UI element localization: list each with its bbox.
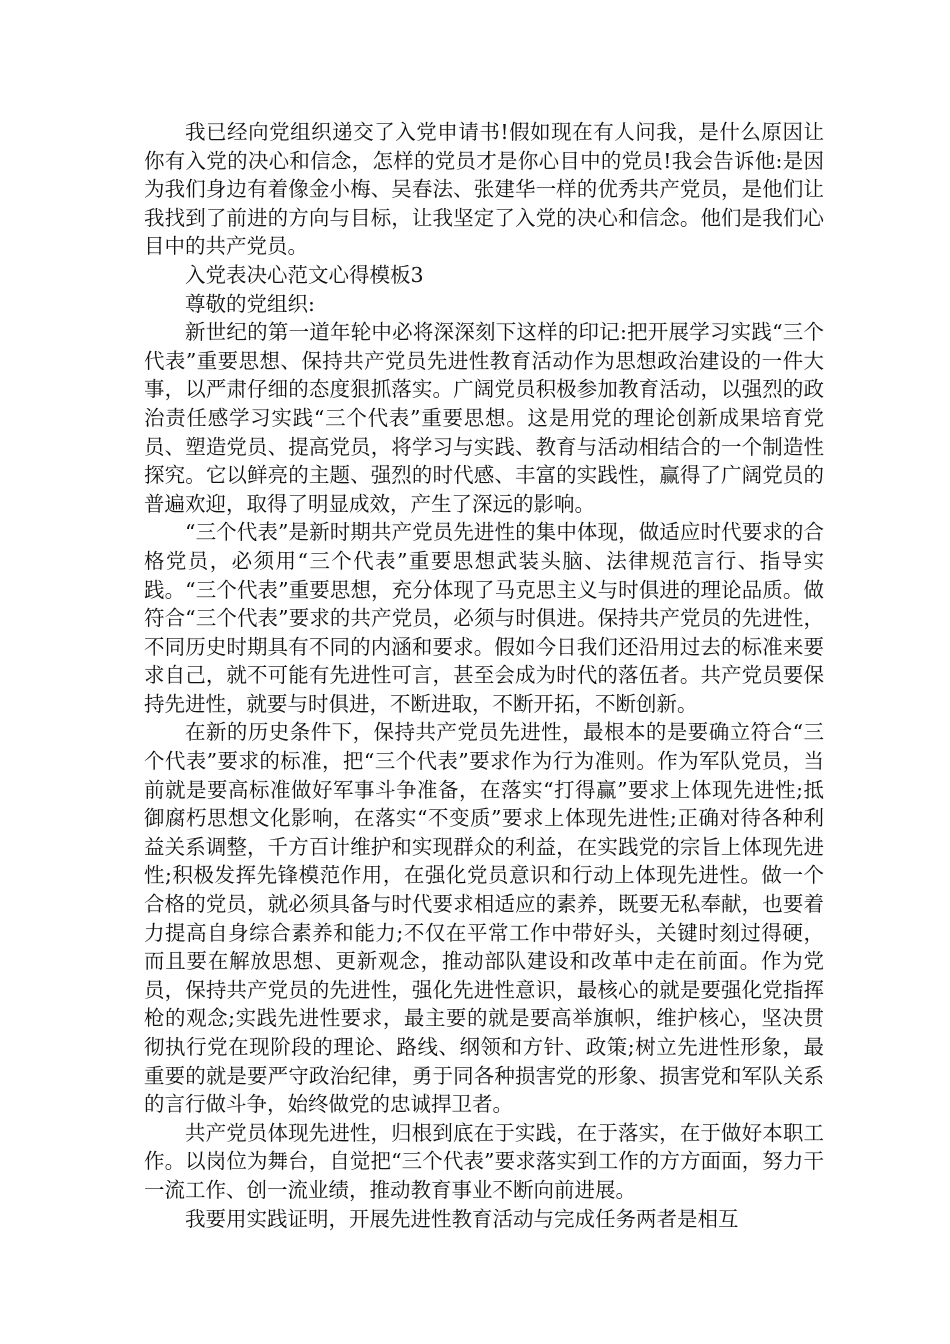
paragraph-application-submitted: 我已经向党组织递交了入党申请书!假如现在有人问我，是什么原因让你有入党的决心和信念，怎样的党员才是你心目中的党员!我会告诉他:是因为我们身边有着像金小梅、吴春法、张建华一样的优秀共产党员，是他们让我找到了前进的方向与目标，让我坚定了入党的决心和信念。他们是我们心目中的共产党员。 (144, 120, 824, 259)
paragraph-prove-by-practice: 我要用实践证明，开展先进性教育活动与完成任务两者是相互 (185, 1206, 739, 1231)
salutation: 尊敬的党组织: (185, 291, 315, 316)
document-body (144, 118, 824, 1233)
paragraph-practice: 共产党员体现先进性，归根到底在于实践，在于落实，在于做好本职工作。以岗位为舞台，自觉把“三个代表”要求落实到工作的方方面面，努力干一流工作、创一流业绩，推动教育事业不断向前进展。 (144, 1120, 824, 1202)
paragraph-new-century: 新世纪的第一道年轮中必将深深刻下这样的印记:把开展学习实践“三个代表”重要思想、保持共产党员先进性教育活动作为思想政治建设的一件大事，以严肃仔细的态度狠抓落实。广阔党员积极参加教育活动，以强烈的政治责任感学习实践“三个代表”重要思想。这是用党的理论创新成果培育党员、塑造党员、提高党员，将学习与实践、教育与活动相结合的一个制造性探究。它以鲜亮的主题、强烈的时代感、丰富的实践性，赢得了广阔党员的普遍欢迎，取得了明显成效，产生了深远的影响。 (144, 320, 824, 516)
paragraph-new-conditions: 在新的历史条件下，保持共产党员先进性，最根本的是要确立符合“三个代表”要求的标准，把“三个代表”要求作为行为准则。作为军队党员，当前就是要高标准做好军事斗争准备，在落实“打得赢”要求上体现先进性;抵御腐朽思想文化影响，在落实“不变质”要求上体现先进性;正确对待各种利益关系调整，千方百计维护和实现群众的利益，在实践党的宗旨上体现先进性;积极发挥先锋模范作用，在强化党员意识和行动上体现先进性。做一个合格的党员，就必须具备与时代要求相适应的素养，既要无私奉献，也要着力提高自身综合素养和能力;不仅在平常工作中带好头，关键时刻过得硬，而且要在解放思想、更新观念，推动部队建设和改革中走在前面。作为党员，保持共产党员的先进性，强化先进性意识，最核心的就是要强化党指挥枪的观念;实践先进性要求，最主要的就是要高举旗帜，维护核心，坚决贯彻执行党在现阶段的理论、路线、纲领和方针、政策;树立先进性形象，最重要的就是要严守政治纪律，勇于同各种损害党的形象、损害党和军队关系的言行做斗争，始终做党的忠诚捍卫者。 (144, 720, 824, 1117)
section-title: 入党表决心范文心得模板3 (185, 262, 424, 287)
paragraph-three-represents: “三个代表”是新时期共产党员先进性的集中体现，做适应时代要求的合格党员，必须用“三个代表”重要思想武装头脑、法律规范言行、指导实践。“三个代表”重要思想，充分体现了马克思主义与时俱进的理论品质。做符合“三个代表”要求的共产党员，必须与时俱进。保持共产党员的先进性，不同历史时期具有不同的内涵和要求。假如今日我们还沿用过去的标准来要求自己，就不可能有先进性可言，甚至会成为时代的落伍者。共产党员要保持先进性，就要与时俱进，不断进取，不断开拓，不断创新。 (144, 520, 824, 716)
